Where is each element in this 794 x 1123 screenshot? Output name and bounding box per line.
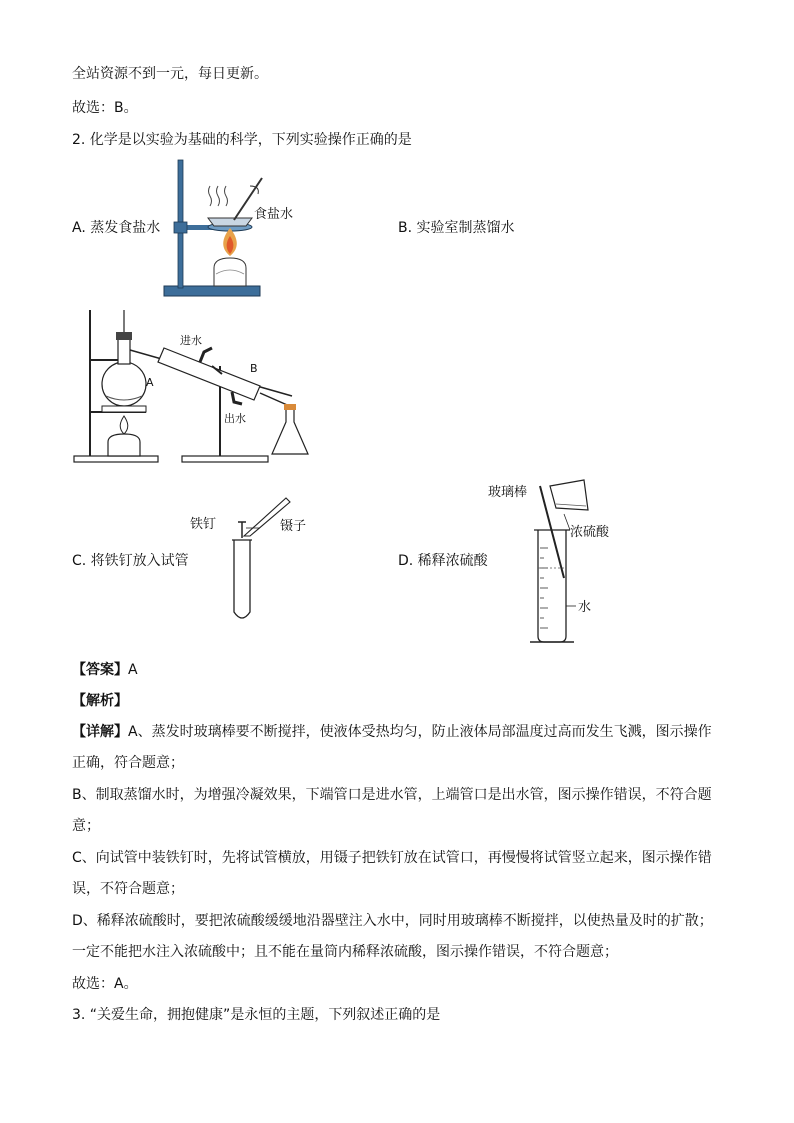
label-glass-rod: 玻璃棒 xyxy=(488,485,528,500)
detail-line-2: 正确，符合题意； xyxy=(72,755,184,771)
condenser-b xyxy=(158,348,260,400)
label-condenser-b: B xyxy=(250,362,258,375)
label-tweezers: 镊子 xyxy=(280,519,307,534)
analysis-tag: 【解析】 xyxy=(72,693,128,709)
graduated-cylinder xyxy=(538,530,566,642)
text-line-prev-choice: 故选：B。 xyxy=(72,100,138,116)
label-conc-acid: 浓硫酸 xyxy=(570,525,610,540)
receiving-flask xyxy=(272,408,308,454)
option-c: C. 将铁钉放入试管 xyxy=(72,553,189,569)
detail-line-9: 故选：A。 xyxy=(72,976,138,992)
test-tube-nail-figure xyxy=(186,492,326,626)
label-salt-water: 食盐水 xyxy=(254,207,294,222)
label-water-in: 进水 xyxy=(180,334,202,347)
detail-line-7: D、稀释浓硫酸时，要把浓硫酸缓缓地沿器壁注入水中，同时用玻璃棒不断搅拌，以使热量及时的扩散； xyxy=(72,913,713,929)
option-d: D. 稀释浓硫酸 xyxy=(398,553,488,569)
detail-tag: 【详解】 xyxy=(72,724,128,740)
clamp-boss xyxy=(174,222,187,233)
label-water: 水 xyxy=(578,600,592,615)
water-inlet-tube xyxy=(200,348,212,362)
detail-line-3: B、制取蒸馏水时，为增强冷凝效果，下端管口是进水管，上端管口是出水管，图示操作错误，不符合题 xyxy=(72,787,712,803)
steam-lines xyxy=(209,186,228,206)
detail-line-8: 一定不能把水注入浓硫酸中；且不能在量筒内稀释浓硫酸，图示操作错误，不符合题意； xyxy=(72,944,618,960)
answer-value: A xyxy=(128,662,138,678)
detail-line-6: 误，不符合题意； xyxy=(72,881,184,897)
evaporating-dish xyxy=(208,218,252,226)
dilution-figure xyxy=(486,478,626,648)
test-tube xyxy=(234,540,250,618)
alcohol-lamp xyxy=(214,258,246,286)
right-stand-base xyxy=(182,456,268,462)
flask-a xyxy=(102,362,146,406)
evaporation-apparatus-figure xyxy=(162,158,312,300)
distillation-lamp xyxy=(108,434,140,456)
option-a: A. 蒸发食盐水 xyxy=(72,220,161,236)
label-water-out: 出水 xyxy=(224,412,246,425)
distillation-apparatus-figure xyxy=(72,304,312,466)
answer-row xyxy=(72,660,138,680)
detail-line-1 xyxy=(72,722,712,742)
detail-line-5: C、向试管中装铁钉时，先将试管横放，用镊子把铁钉放在试管口，再慢慢将试管竖立起来，图示操作错 xyxy=(72,850,712,866)
label-flask-a: A xyxy=(146,376,154,389)
option-b: B. 实验室制蒸馏水 xyxy=(398,220,515,236)
left-stand-base xyxy=(74,456,158,462)
detail-text-1: A、蒸发时玻璃棒要不断搅拌，使液体受热均匀，防止液体局部温度过高而发生飞溅，图示操作 xyxy=(128,724,712,740)
text-line-resources: 全站资源不到一元，每日更新。 xyxy=(72,66,268,82)
detail-line-4: 意； xyxy=(72,818,100,834)
question-3-stem: 3. “关爱生命，拥抱健康”是永恒的主题，下列叙述正确的是 xyxy=(72,1007,441,1023)
answer-tag: 【答案】 xyxy=(72,662,128,678)
question-2-stem: 2. 化学是以实验为基础的科学，下列实验操作正确的是 xyxy=(72,132,412,148)
label-nail: 铁钉 xyxy=(190,517,217,532)
